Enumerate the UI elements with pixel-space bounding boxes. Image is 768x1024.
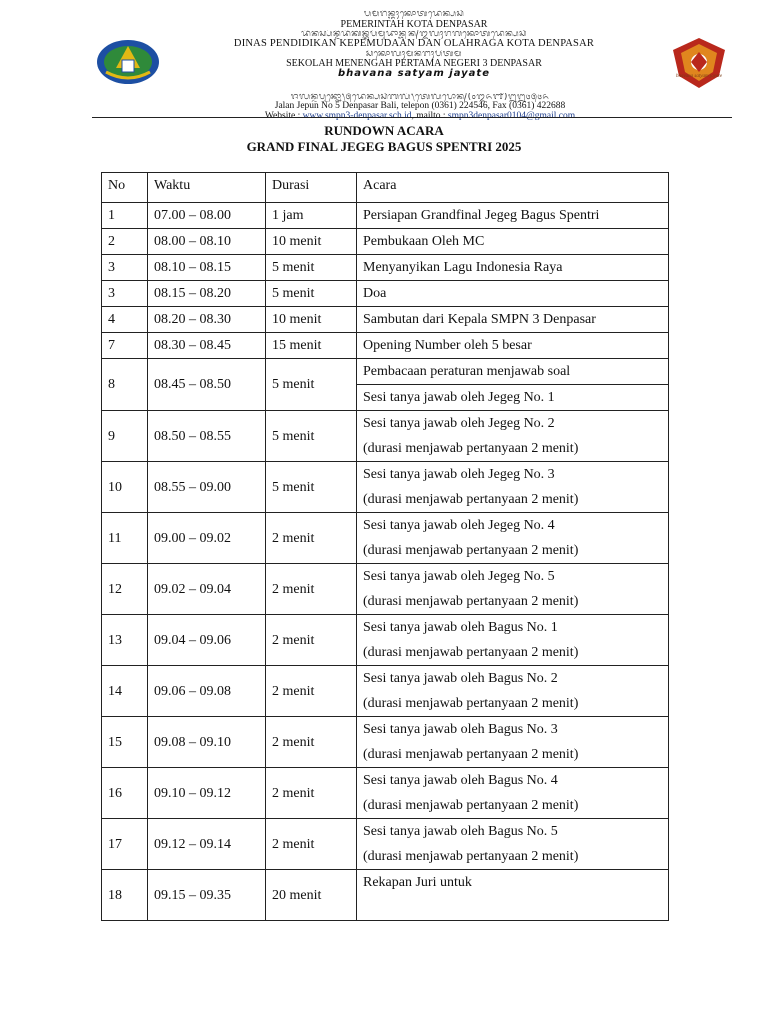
cell-durasi: 2 menit xyxy=(266,615,357,666)
acara-line: Menyanyikan Lagu Indonesia Raya xyxy=(363,260,563,275)
cell-waktu: 08.10 – 08.15 xyxy=(148,255,266,281)
cell-waktu: 09.08 – 09.10 xyxy=(148,717,266,768)
cell-acara xyxy=(357,717,669,768)
acara-line: Sesi tanya jawab oleh Bagus No. 2 xyxy=(363,671,558,686)
cell-waktu: 09.04 – 09.06 xyxy=(148,615,266,666)
table-row xyxy=(102,819,669,870)
cell-durasi: 5 menit xyxy=(266,462,357,513)
cell-acara xyxy=(357,333,669,359)
school-motto: bhavana satyam jayate xyxy=(338,67,490,79)
cell-waktu: 08.45 – 08.50 xyxy=(148,359,266,411)
cell-acara xyxy=(357,768,669,819)
cell-durasi: 5 menit xyxy=(266,281,357,307)
table-row xyxy=(102,229,669,255)
address-line: Jalan Jepun No 5 Denpasar Bali, telepon (0361) 224546, Fax (0361) 422688 xyxy=(274,101,566,112)
table-row xyxy=(102,615,669,666)
cell-acara xyxy=(357,229,669,255)
cell-acara xyxy=(357,281,669,307)
table-row xyxy=(102,768,669,819)
cell-waktu: 08.15 – 08.20 xyxy=(148,281,266,307)
cell-acara xyxy=(357,307,669,333)
acara-line: Sesi tanya jawab oleh Jegeg No. 3 xyxy=(363,467,555,482)
government-name: PEMERINTAH KOTA DENPASAR xyxy=(340,19,488,30)
table-row xyxy=(102,281,669,307)
cell-acara xyxy=(357,513,669,564)
table-row xyxy=(102,411,669,462)
table-row xyxy=(102,666,669,717)
acara-line: (durasi menjawab pertanyaan 2 menit) xyxy=(363,441,579,456)
emblem-caption: bhavana satyam jayate xyxy=(675,74,723,79)
cell-durasi: 2 menit xyxy=(266,564,357,615)
school-name: SEKOLAH MENENGAH PERTAMA NEGERI 3 DENPASAR xyxy=(286,57,542,69)
cell-waktu: 09.15 – 09.35 xyxy=(148,870,266,921)
acara-line: Sesi tanya jawab oleh Jegeg No. 2 xyxy=(363,416,555,431)
cell-durasi: 5 menit xyxy=(266,359,357,411)
cell-acara: Pembacaan peraturan menjawab soal xyxy=(357,359,669,385)
column-header-durasi: Durasi xyxy=(266,173,357,203)
cell-no: 1 xyxy=(102,203,148,229)
acara-line: Doa xyxy=(363,286,387,301)
email-link[interactable]: smpn3denpasar0104@gmail.com xyxy=(447,111,576,122)
denpasar-city-logo-icon xyxy=(96,38,160,86)
table-row xyxy=(102,462,669,513)
letterhead-text xyxy=(174,10,654,79)
cell-acara: Sesi tanya jawab oleh Jegeg No. 1 xyxy=(357,385,669,411)
cell-durasi: 1 jam xyxy=(266,203,357,229)
cell-no: 10 xyxy=(102,462,148,513)
cell-no: 14 xyxy=(102,666,148,717)
cell-durasi: 5 menit xyxy=(266,255,357,281)
acara-line: Sesi tanya jawab oleh Jegeg No. 4 xyxy=(363,518,555,533)
cell-durasi: 2 menit xyxy=(266,513,357,564)
column-header-waktu: Waktu xyxy=(148,173,266,203)
acara-line: Opening Number oleh 5 besar xyxy=(363,338,532,353)
table-row xyxy=(102,717,669,768)
cell-waktu: 09.02 – 09.04 xyxy=(148,564,266,615)
acara-line xyxy=(363,895,662,920)
cell-waktu: 08.50 – 08.55 xyxy=(148,411,266,462)
cell-durasi: 15 menit xyxy=(266,333,357,359)
balinese-script-line: ᬧᬫᭂᬭᬶᬦ᭄ᬢᬄᬓᭀᬢᬤᬾᬦ᭄ᬧᬲᬃ xyxy=(363,10,465,19)
rundown-table xyxy=(101,172,669,921)
table-header-row xyxy=(102,173,669,203)
cell-no: 17 xyxy=(102,819,148,870)
cell-acara xyxy=(357,462,669,513)
column-header-acara: Acara xyxy=(357,173,669,203)
table-row xyxy=(102,564,669,615)
acara-line: Rekapan Juri untuk xyxy=(363,875,472,890)
cell-no: 12 xyxy=(102,564,148,615)
school-emblem-icon xyxy=(667,36,731,96)
cell-durasi: 20 menit xyxy=(266,870,357,921)
acara-line: (durasi menjawab pertanyaan 2 menit) xyxy=(363,645,579,660)
cell-acara xyxy=(357,564,669,615)
website-label: Website : xyxy=(264,111,303,122)
cell-durasi: 2 menit xyxy=(266,819,357,870)
cell-durasi: 5 menit xyxy=(266,411,357,462)
cell-durasi: 2 menit xyxy=(266,666,357,717)
cell-durasi: 10 menit xyxy=(266,229,357,255)
balinese-script-line: ᬤᬶᬦᬲ᭄ᬧᭂᬦ᭄ᬤᬶᬤᬶᬓᬦ᭄ᬓᭂᬧᭂᬫᬸᬤᬵᬦ᭄ᬮᬦ᭄ᬑᬮᬄᬭᬕᬓᭀᬢᬤᬾᬦ᭄ᬧᬲᬃ xyxy=(301,30,527,39)
cell-no: 18 xyxy=(102,870,148,921)
cell-no: 11 xyxy=(102,513,148,564)
letterhead-divider xyxy=(92,117,732,118)
cell-waktu: 09.12 – 09.14 xyxy=(148,819,266,870)
document-subtitle: GRAND FINAL JEGEG BAGUS SPENTRI 2025 xyxy=(246,139,522,154)
balinese-script-line: ᬚᬮᬦ᭄ᬚᭂᬧᬸᬦ᭄ᬦᭀ᭞᭕ᬤᬾᬦ᭄ᬧᬲᬃᬩᬮᬶ᭞ᬢᬾᬮᭂᬧᭀᬦ᭄(᭐᭓᭖᭑)᭒᭒᭔᭕᭔᭖ xyxy=(290,93,550,102)
table-row xyxy=(102,255,669,281)
cell-waktu: 08.20 – 08.30 xyxy=(148,307,266,333)
cell-waktu: 07.00 – 08.00 xyxy=(148,203,266,229)
balinese-script-line: ᬲᭂᬓᭀᬮᬄᬫᭂᬦᭂᬗᬄᬧᭂᬃᬢᬫ xyxy=(365,49,463,59)
acara-line: (durasi menjawab pertanyaan 2 menit) xyxy=(363,849,579,864)
cell-acara xyxy=(357,666,669,717)
cell-no: 13 xyxy=(102,615,148,666)
acara-line: (durasi menjawab pertanyaan 2 menit) xyxy=(363,696,579,711)
acara-line: (durasi menjawab pertanyaan 2 menit) xyxy=(363,492,579,507)
cell-waktu: 09.10 – 09.12 xyxy=(148,768,266,819)
cell-no: 16 xyxy=(102,768,148,819)
department-name: DINAS PENDIDIKAN KEPEMUDAAN DAN OLAHRAGA KOTA DENPASAR xyxy=(233,38,595,49)
mail-label: , mailto : xyxy=(411,111,448,122)
acara-line: (durasi menjawab pertanyaan 2 menit) xyxy=(363,798,579,813)
acara-line: Sesi tanya jawab oleh Bagus No. 3 xyxy=(363,722,558,737)
cell-no: 8 xyxy=(102,359,148,411)
acara-line: Persiapan Grandfinal Jegeg Bagus Spentri xyxy=(363,208,600,223)
acara-line: Sesi tanya jawab oleh Bagus No. 4 xyxy=(363,773,558,788)
cell-waktu: 09.06 – 09.08 xyxy=(148,666,266,717)
cell-waktu: 08.00 – 08.10 xyxy=(148,229,266,255)
cell-durasi: 10 menit xyxy=(266,307,357,333)
table-row xyxy=(102,203,669,229)
website-link[interactable]: www.smpn3-denpasar.sch.id xyxy=(302,111,412,122)
letterhead xyxy=(88,10,733,122)
acara-line: Sesi tanya jawab oleh Bagus No. 5 xyxy=(363,824,558,839)
table-row xyxy=(102,513,669,564)
cell-acara xyxy=(357,819,669,870)
cell-waktu: 08.30 – 08.45 xyxy=(148,333,266,359)
acara-line: Sambutan dari Kepala SMPN 3 Denpasar xyxy=(363,312,596,327)
acara-line: Sesi tanya jawab oleh Jegeg No. 5 xyxy=(363,569,555,584)
cell-acara xyxy=(357,615,669,666)
cell-no: 4 xyxy=(102,307,148,333)
cell-acara xyxy=(357,203,669,229)
cell-no: 3 xyxy=(102,255,148,281)
cell-durasi: 2 menit xyxy=(266,717,357,768)
table-row xyxy=(102,870,669,921)
cell-waktu: 08.55 – 09.00 xyxy=(148,462,266,513)
table-row xyxy=(102,359,669,385)
acara-line: Pembukaan Oleh MC xyxy=(363,234,485,249)
acara-line: (durasi menjawab pertanyaan 2 menit) xyxy=(363,594,579,609)
cell-acara xyxy=(357,870,669,921)
acara-line: Sesi tanya jawab oleh Bagus No. 1 xyxy=(363,620,558,635)
cell-acara xyxy=(357,411,669,462)
column-header-no: No xyxy=(102,173,148,203)
table-row xyxy=(102,333,669,359)
cell-acara xyxy=(357,255,669,281)
acara-line: (durasi menjawab pertanyaan 2 menit) xyxy=(363,543,579,558)
cell-no: 2 xyxy=(102,229,148,255)
document-title: RUNDOWN ACARA xyxy=(324,123,444,138)
cell-no: 7 xyxy=(102,333,148,359)
cell-durasi: 2 menit xyxy=(266,768,357,819)
cell-no: 9 xyxy=(102,411,148,462)
table-row xyxy=(102,307,669,333)
acara-line: (durasi menjawab pertanyaan 2 menit) xyxy=(363,747,579,762)
cell-no: 15 xyxy=(102,717,148,768)
table-body xyxy=(102,203,669,921)
cell-waktu: 09.00 – 09.02 xyxy=(148,513,266,564)
cell-no: 3 xyxy=(102,281,148,307)
